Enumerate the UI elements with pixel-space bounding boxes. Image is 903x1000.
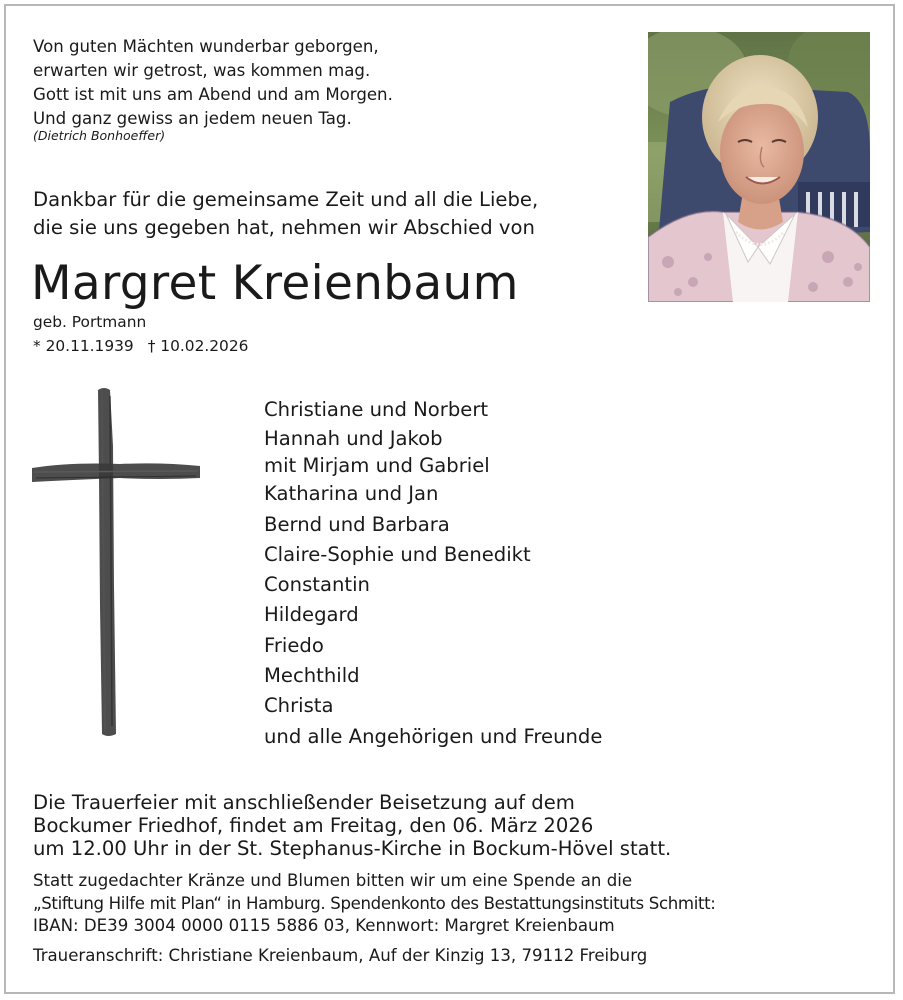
- family-member: Christiane und Norbert: [264, 398, 489, 421]
- portrait-photo: [648, 32, 870, 302]
- birth-date: * 20.11.1939: [33, 337, 134, 355]
- family-member: Friedo: [264, 633, 324, 657]
- donation-info: [33, 870, 716, 938]
- ceremony-line: um 12.00 Uhr in der St. Stephanus-Kirche in Bockum-Hövel statt.: [33, 837, 672, 860]
- death-date: † 10.02.2026: [147, 337, 249, 355]
- family-member: Katharina und Jan: [264, 482, 439, 506]
- family-member: Mechthild: [264, 664, 360, 688]
- poem-author: (Dietrich Bonhoeffer): [33, 128, 166, 143]
- life-dates: [33, 337, 248, 355]
- family-member: mit Mirjam und Gabriel: [264, 454, 490, 478]
- family-member: Claire-Sophie und Benedikt: [264, 542, 531, 566]
- donation-line: „Stiftung Hilfe mit Plan“ in Hamburg. Spendenkonto des Bestattungsinstituts Schmitt:: [33, 893, 716, 913]
- family-member: Hildegard: [264, 603, 359, 627]
- family-member: Hannah und Jakob: [264, 427, 443, 451]
- poem-line: erwarten wir getrost, was kommen mag.: [33, 61, 371, 80]
- deceased-name: Margret Kreienbaum: [31, 256, 519, 311]
- birth-name: geb. Portmann: [33, 313, 147, 331]
- donation-line: Statt zugedachter Kränze und Blumen bitten wir um eine Spende an die: [33, 871, 633, 890]
- cross-icon: [30, 386, 202, 738]
- poem-line: Von guten Mächten wunderbar geborgen,: [33, 37, 379, 56]
- intro-line: die sie uns gegeben hat, nehmen wir Abschied von: [33, 216, 535, 239]
- poem-line: Gott ist mit uns am Abend und am Morgen.: [33, 85, 393, 104]
- ceremony-info: [33, 791, 671, 860]
- family-list: [264, 395, 602, 752]
- mourning-address: Traueranschrift: Christiane Kreienbaum, Auf der Kinzig 13, 79112 Freiburg: [33, 946, 648, 965]
- ceremony-line: Die Trauerfeier mit anschließender Beisetzung auf dem: [33, 791, 575, 814]
- family-member: und alle Angehörigen und Freunde: [264, 724, 603, 748]
- farewell-intro: [33, 186, 538, 242]
- donation-line: IBAN: DE39 3004 0000 0115 5886 03, Kennwort: Margret Kreienbaum: [33, 916, 615, 935]
- ceremony-line: Bockumer Friedhof, findet am Freitag, den 06. März 2026: [33, 814, 594, 837]
- intro-line: Dankbar für die gemeinsame Zeit und all die Liebe,: [33, 188, 539, 211]
- family-member: Christa: [264, 694, 334, 718]
- poem-line: Und ganz gewiss an jedem neuen Tag.: [33, 109, 352, 128]
- family-member: Bernd und Barbara: [264, 512, 450, 536]
- poem: [33, 35, 393, 131]
- family-member: Constantin: [264, 573, 370, 597]
